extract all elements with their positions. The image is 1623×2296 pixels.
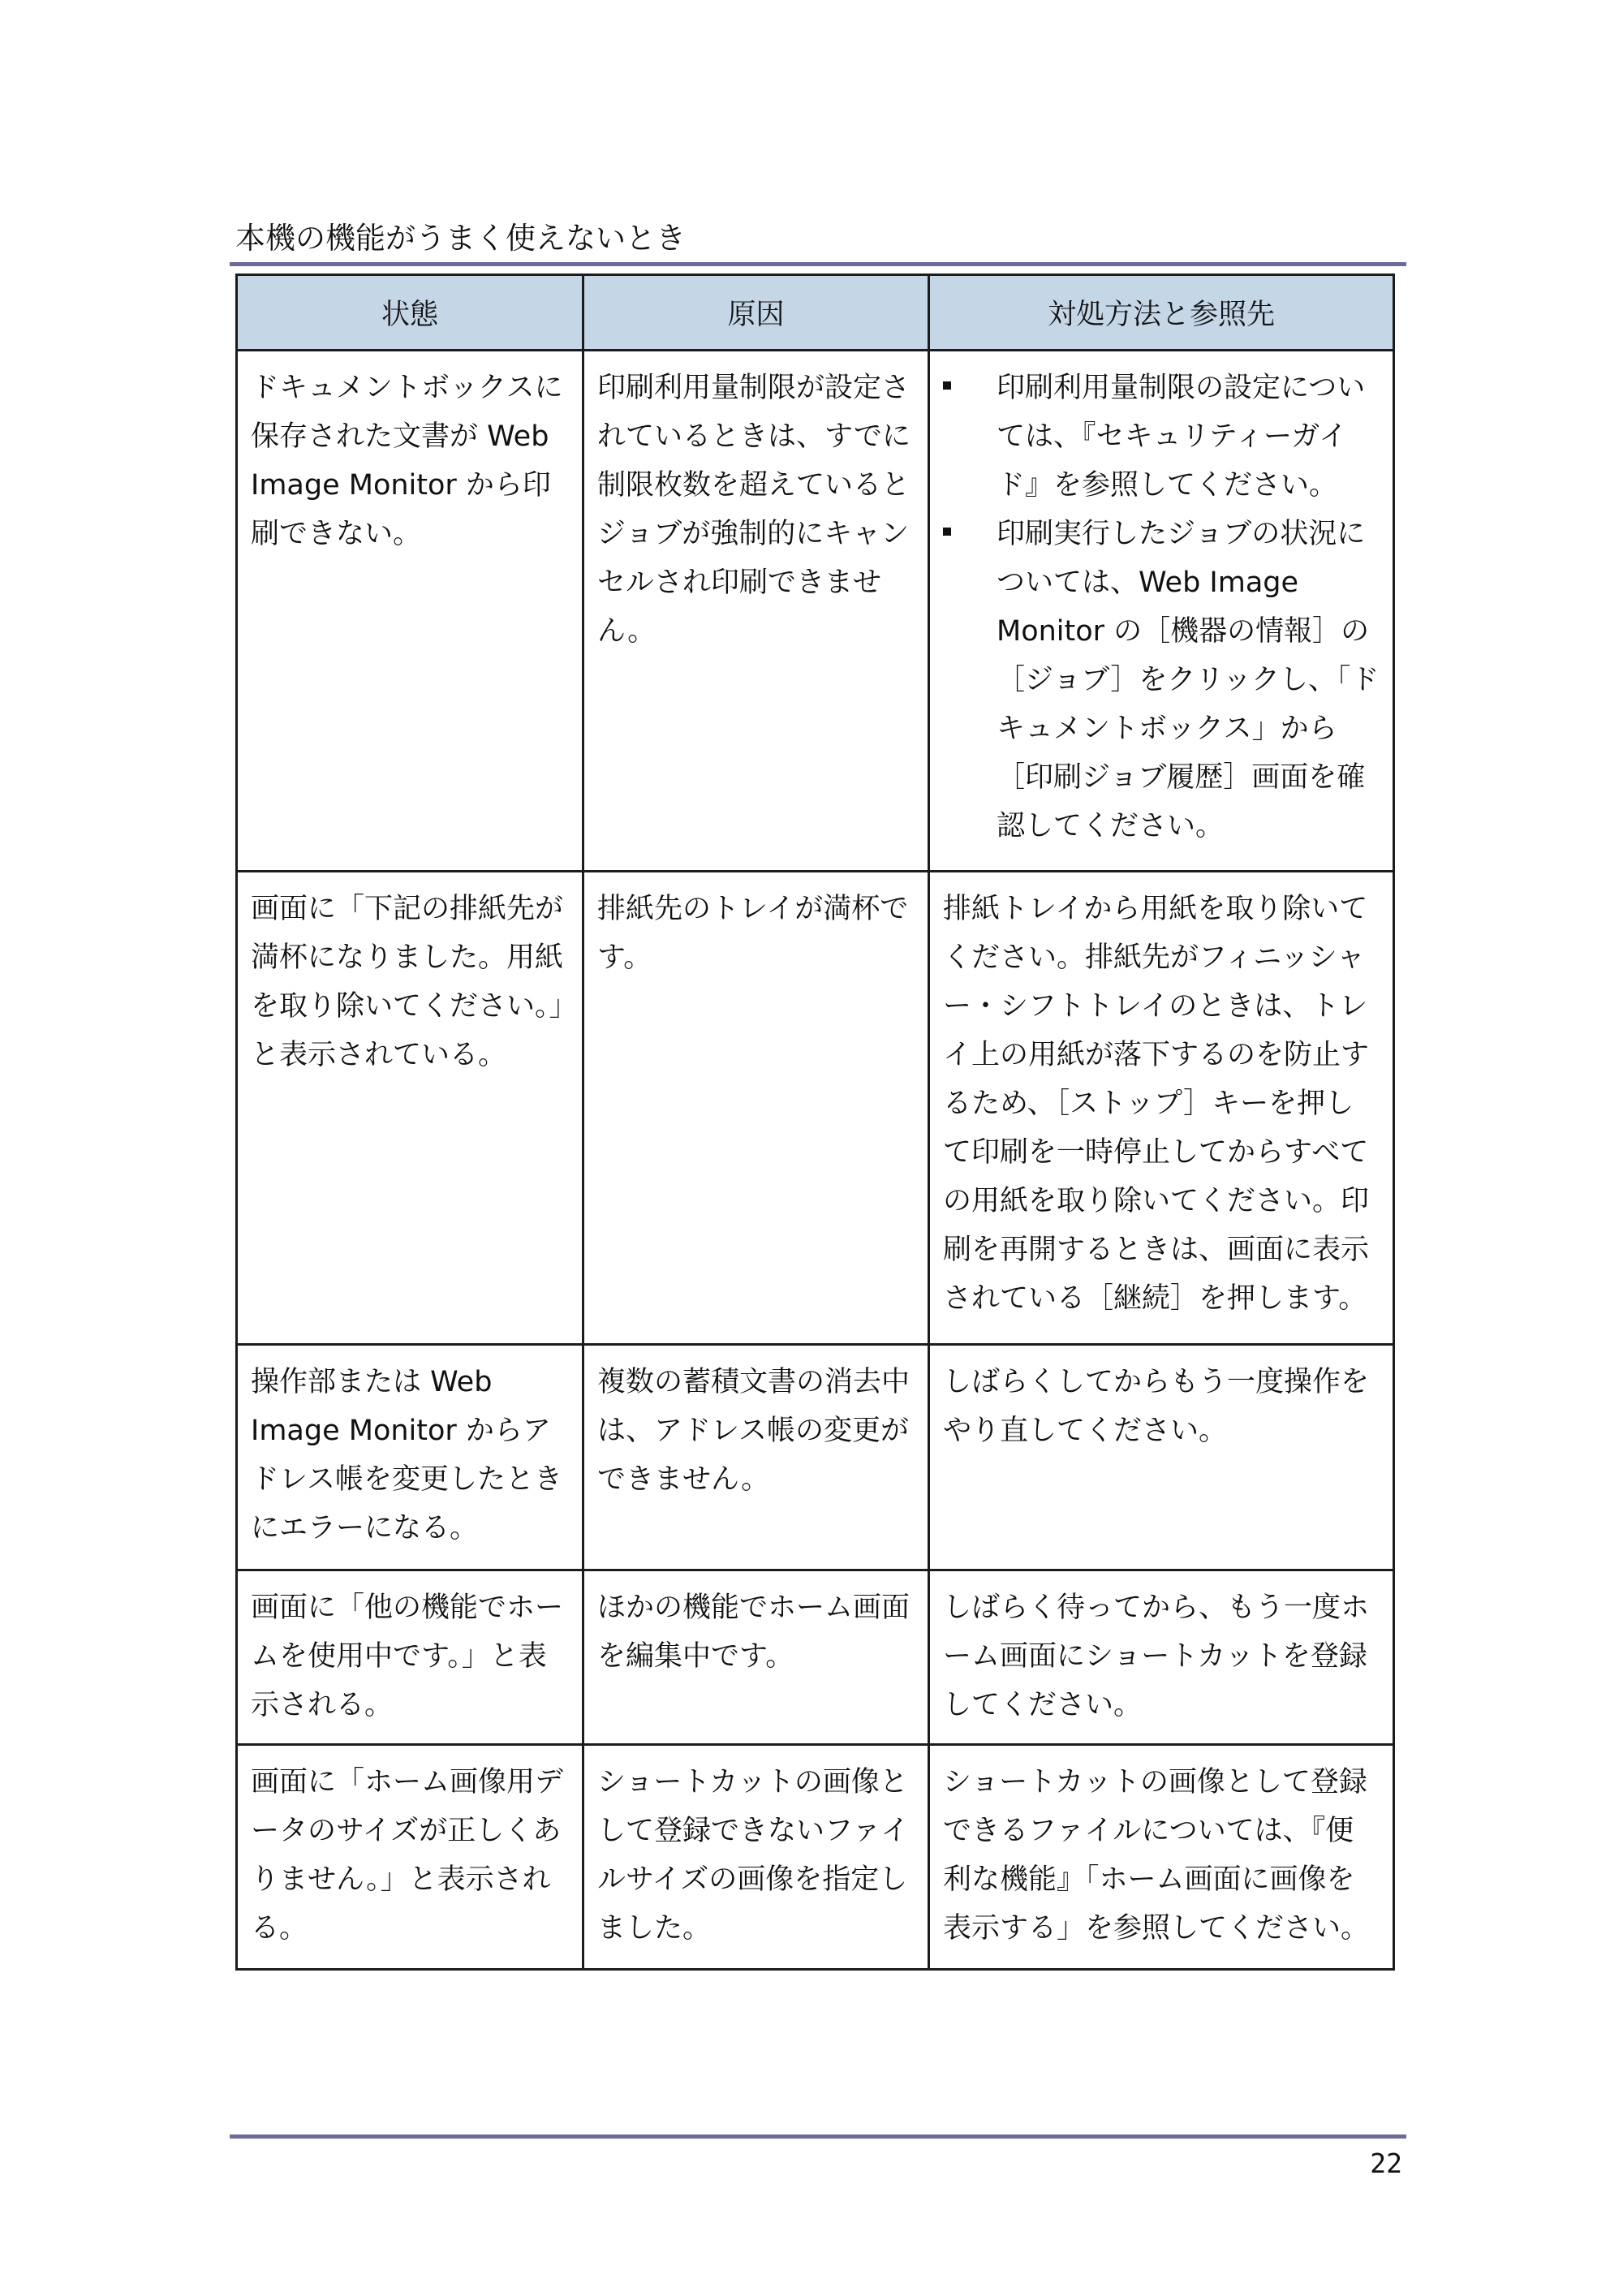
table-row bbox=[237, 872, 1394, 1345]
solution-text: 排紙トレイから用紙を取り除いてください。排紙先がフィニッシャー・シフトトレイのときは、トレイ上の用紙が落下するのを防止するため、［ストップ］キーを押して印刷を一時停止してからすべての用紙を取り除いてください。印刷を再開するときは、画面に表示されている［継続］を押します。 bbox=[943, 893, 1370, 1315]
cause-text: 印刷利用量制限が設定されているときは、すでに制限枚数を超えているとジョブが強制的にキャンセルされ印刷できません。 bbox=[597, 372, 911, 648]
state-text: 画面に「他の機能でホームを使用中です。」と表示される。 bbox=[251, 1592, 564, 1721]
solution-cell bbox=[929, 1745, 1394, 1970]
state-text: 画面に「下記の排紙先が満杯になりました。用紙を取り除いてください。」と表示されている。 bbox=[251, 893, 564, 1071]
cause-text: 排紙先のトレイが満杯です。 bbox=[597, 893, 909, 974]
solution-cell bbox=[929, 872, 1394, 1345]
solution-cell bbox=[929, 351, 1394, 872]
solution-text: しばらく待ってから、もう一度ホーム画面にショートカットを登録してください。 bbox=[943, 1592, 1370, 1721]
cause-text: ショートカットの画像として登録できないファイルサイズの画像を指定しました。 bbox=[597, 1766, 910, 1945]
cause-cell bbox=[583, 872, 929, 1345]
cause-cell bbox=[583, 1570, 929, 1745]
page-number: 22 bbox=[1370, 2147, 1402, 2179]
cause-text: ほかの機能でホーム画面を編集中です。 bbox=[597, 1592, 911, 1673]
solution-item-text: 印刷利用量制限の設定については、『セキュリティーガイド』を参照してください。 bbox=[997, 372, 1366, 502]
state-cell bbox=[237, 872, 583, 1345]
state-text: 画面に「ホーム画像用データのサイズが正しくありません。」と表示される。 bbox=[251, 1766, 564, 1945]
cause-cell bbox=[583, 1745, 929, 1970]
column-header-solution: 対処方法と参照先 bbox=[929, 275, 1394, 351]
state-cell bbox=[237, 1570, 583, 1745]
state-cell bbox=[237, 351, 583, 872]
solution-cell bbox=[929, 1570, 1394, 1745]
section-title: 本機の機能がうまく使えないとき bbox=[235, 221, 686, 256]
state-text: ドキュメントボックスに保存された文書が Web Image Monitor から印刷できない。 bbox=[251, 372, 563, 550]
solution-text: ショートカットの画像として登録できるファイルについては、『便利な機能』「ホーム画面に画像を表示する」を参照してください。 bbox=[943, 1766, 1370, 1945]
troubleshooting-table bbox=[235, 274, 1395, 1971]
cause-cell bbox=[583, 1345, 929, 1570]
cause-text: 複数の蓄積文書の消去中は、アドレス帳の変更ができません。 bbox=[597, 1366, 911, 1496]
solution-list-item bbox=[943, 364, 1381, 510]
table-row bbox=[237, 351, 1394, 872]
table-row bbox=[237, 1345, 1394, 1570]
solution-text: しばらくしてからもう一度操作をやり直してください。 bbox=[943, 1366, 1370, 1447]
solution-list bbox=[943, 364, 1381, 851]
footer-divider bbox=[230, 2134, 1406, 2139]
table-header-row bbox=[237, 275, 1394, 351]
cause-cell bbox=[583, 351, 929, 872]
column-header-cause: 原因 bbox=[583, 275, 929, 351]
table-row bbox=[237, 1745, 1394, 1970]
table-row bbox=[237, 1570, 1394, 1745]
solution-list-item bbox=[943, 510, 1381, 851]
state-cell bbox=[237, 1745, 583, 1970]
column-header-state: 状態 bbox=[237, 275, 583, 351]
solution-cell bbox=[929, 1345, 1394, 1570]
solution-item-text: 印刷実行したジョブの状況については、Web Image Monitor の［機器の情報］の［ジョブ］をクリックし、「ドキュメントボックス」から［印刷ジョブ履歴］画面を確認してください。 bbox=[997, 518, 1380, 842]
state-text: 操作部または Web Image Monitor からアドレス帳を変更したときにエラーになる。 bbox=[251, 1366, 562, 1544]
state-cell bbox=[237, 1345, 583, 1570]
square-bullet-icon bbox=[943, 381, 951, 390]
square-bullet-icon bbox=[943, 528, 951, 536]
header-divider bbox=[230, 262, 1406, 266]
